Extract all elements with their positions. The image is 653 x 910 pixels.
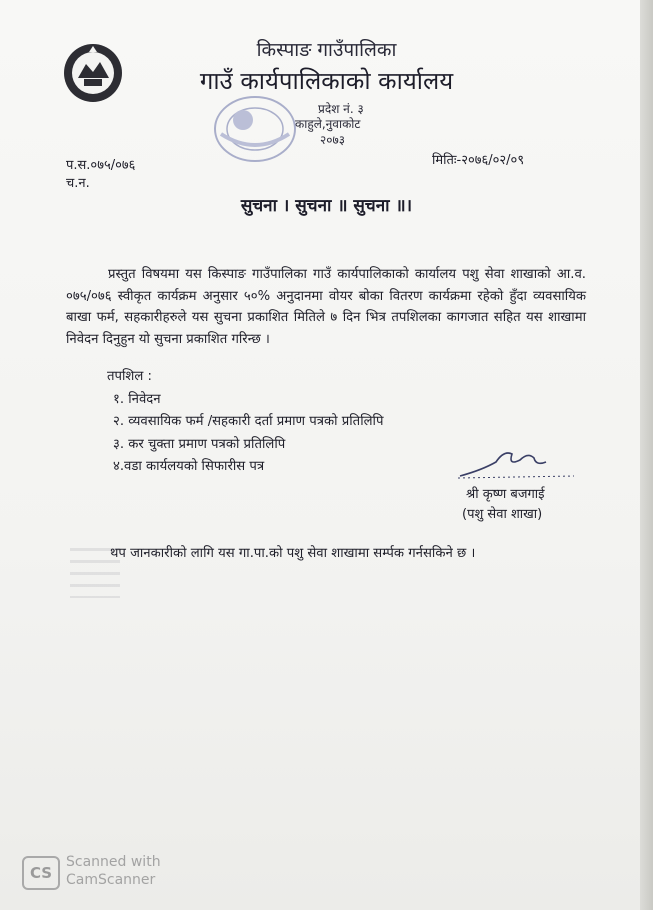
- notice-body: प्रस्तुत विषयमा यस किस्पाङ गाउँपालिका गाउँ कार्यपालिकाको कार्यालय पशु सेवा शाखाको आ.व. ०७५/०७६ स्वीकृत कार्यक्रम अनुसार ५०% अनुदानमा वोयर बोका वितरण कार्यक्रमा रहेको हुँदा व्यवसायिक बाखा फर्म, सहकारीहरुले यस सुचना प्रकाशित मितिले ७ दिन भित्र तपशिलका कागजात सहित यस शाखामा निवेदन दिनुहुन यो सुचना प्रकाशित गरिन्छ ।: [66, 267, 586, 347]
- watermark-line-1: Scanned with: [66, 854, 161, 870]
- watermark-line-2: CamScanner: [66, 872, 156, 888]
- district-label: काहुले,नुवाकोट: [295, 117, 361, 131]
- camscanner-logo-icon: CS: [22, 856, 60, 890]
- requirements-list: [107, 366, 384, 479]
- municipality-name: किस्पाङ गाउँपालिका: [256, 39, 397, 61]
- reference-number: प.स.०७५/०७६: [66, 158, 136, 173]
- list-item: १. निवेदन: [113, 391, 161, 407]
- list-item: ४.वडा कार्यलयको सिफारीस पत्र: [113, 459, 265, 474]
- list-item: २. व्यवसायिक फर्म /सहकारी दर्ता प्रमाण पत्रको प्रतिलिपि: [113, 414, 384, 429]
- page-edge-shadow: [640, 0, 653, 910]
- list-item: ३. कर चुक्ता प्रमाण पत्रको प्रतिलिपि: [113, 436, 286, 452]
- office-stamp: [213, 94, 297, 164]
- signatory-role: (पशु सेवा शाखा): [462, 507, 543, 522]
- reference-block: [66, 157, 135, 193]
- list-title: तपशिल :: [107, 369, 152, 384]
- signatory-name: श्री कृष्ण बजगाई: [466, 487, 545, 502]
- province-label: प्रदेश नं. ३: [318, 102, 364, 116]
- established-year: २०७३: [320, 133, 345, 147]
- office-name: गाउँ कार्यपालिकाको कार्यालय: [199, 67, 454, 95]
- dispatch-number: च.न.: [66, 176, 90, 191]
- notice-heading: सुचना । सुचना ॥ सुचना ॥।: [240, 196, 413, 216]
- closing-line: थप जानकारीको लागि यस गा.पा.को पशु सेवा शाखामा सर्म्पक गर्नसकिने छ ।: [110, 546, 476, 561]
- document-date: मितिः-२०७६/०२/०९: [432, 153, 525, 168]
- handwritten-signature: [450, 440, 580, 486]
